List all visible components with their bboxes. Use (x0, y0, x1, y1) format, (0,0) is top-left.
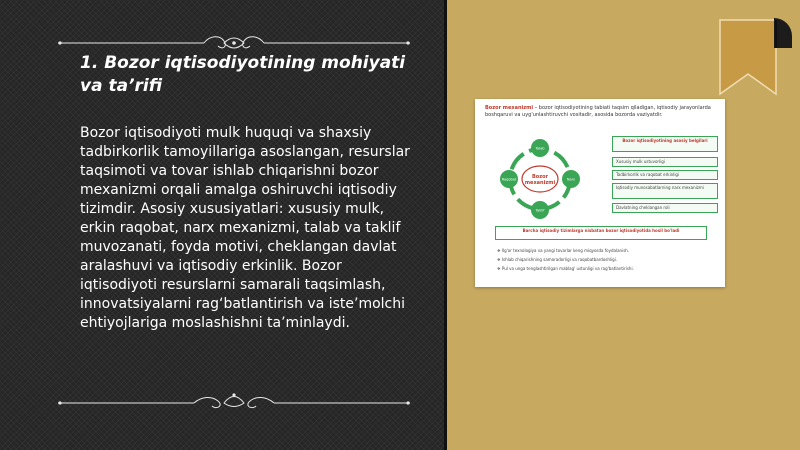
bottom-flourish-ornament (58, 392, 410, 412)
cycle-center-label: Bozor mexanizmi (524, 174, 556, 186)
cycle-node-label: Talab (535, 146, 545, 151)
list-item: ❖ Pul va unga tenglashtirilgan mablag' ustunligi va rag'batlantirishi. (497, 264, 707, 273)
advantages-band: Barcha iqtisodiy tizimlarga nisbatan bozor iqtisodiyotida hosil bo'ladi (495, 226, 707, 240)
cycle-node-label: Raqobat (501, 177, 517, 182)
slide-title: 1. Bozor iqtisodiyotining mohiyati va ta’rifi (80, 53, 406, 96)
advantages-list (497, 246, 707, 273)
slide-body-text: Bozor iqtisodiyoti mulk huquqi va shaxsiy tadbirkorlik tamoyillariga asoslangan, resurslar taqsimoti va tovar ishlab chiqarishni bozor mexanizmi orqali amalga oshiruvchi iqtisodiy tizimdir. Asosiy xususiyatlari: xususiy mulk, erkin raqobat, narx mexanizmi, talab va taklif muvozanati, foyda motivi, cheklangan davlat aralashuvi va iqtisodiy erkinlik. Bozor iqtisodiyoti resurslarni samarali taqsimlash, innovatsiyalarni rag‘batlantirish va iste’molchi ehtiyojlariga moslashishni ta’minlaydi. (80, 125, 410, 331)
cycle-node-label: Taklif (535, 208, 545, 213)
bookmark-ribbon-icon (718, 18, 794, 96)
infographic-image (475, 99, 725, 287)
infographic-heading (485, 105, 715, 119)
feature-item: Davlatning cheklangan roli (612, 203, 718, 213)
market-cycle-diagram (485, 137, 595, 221)
features-header-box: Bozor iqtisodiyotining asosiy belgilari (612, 136, 718, 152)
list-item: ❖ Ilg'or texnologiya va yangi tovarlar keng miqyosda foydalanish. (497, 246, 707, 255)
feature-item: Xususiy mulk ustuvorligi (612, 157, 718, 167)
top-flourish-ornament (58, 33, 410, 53)
list-item: ❖ Ishlab chiqarishning samaradorligi va raqobatbardoshligi. (497, 255, 707, 264)
infographic-heading-bold: Bozor mexanizmi (485, 105, 534, 111)
panel-divider (444, 0, 447, 450)
feature-item: Tadbirkorlik va raqobat erkinligi (612, 170, 718, 180)
infographic-heading-rest: – bozor iqtisodiyotining tabiati taqsim qiladigan, iqtisodiy jarayonlarda boshqaruvi va uyg'unlashtiruvchi vositadir, asosida bozorda vaziyatdir. (485, 105, 711, 118)
cycle-node-label: Narx (566, 177, 576, 182)
feature-item: Iqtisodiy munosabatlarning narx mexanizmi (612, 183, 718, 199)
